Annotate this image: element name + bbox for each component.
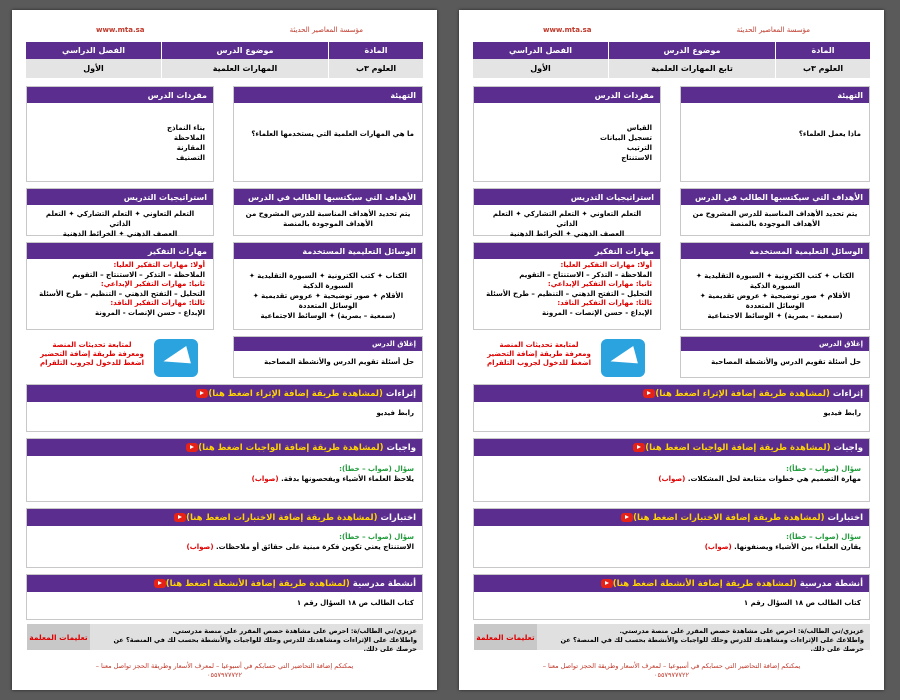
follow-line: لمتابعة تحديثات المنصة: [52, 341, 132, 349]
media-line: (سمعية – بصرية) ✦ الوسائط الاجتماعية: [260, 312, 396, 320]
intro-box: [680, 86, 870, 182]
school-activities-box: [473, 574, 870, 620]
follow-line: اضغط للدخول لجروب التلقرام: [486, 359, 592, 367]
teacher-instructions: [473, 624, 870, 653]
closing-box: [680, 336, 870, 378]
vocab-item: الملاحظة: [173, 134, 205, 142]
telegram-icon[interactable]: [154, 339, 198, 377]
strategies-line: التعلم التعاوني ✦ التعلم التشاركي ✦ التعلم الذاتي: [492, 210, 642, 228]
media-box: [233, 242, 423, 330]
vocab-title: مفردات الدرس: [27, 87, 213, 103]
subject-header: المادة: [776, 42, 870, 59]
school-text: كتاب الطالب ص ١٨ السؤال رقم ١: [296, 599, 414, 607]
subject-header: المادة: [329, 42, 423, 59]
media-line: (سمعية – بصرية) ✦ الوسائط الاجتماعية: [707, 312, 843, 320]
media-title: الوسائل التعليمية المستخدمة: [681, 243, 869, 259]
follow-line: ومعرفة طريقة إضافة التحضير: [487, 350, 591, 358]
media-box: [680, 242, 870, 330]
homework-box: [473, 438, 870, 502]
instructions-line: واطلاعك على الإثراءات ومشاهدتك للدرس وحلك للواجبات والأنشطة بحسب لك في المنصة؟ عن حرصك على ذلك.: [113, 636, 417, 653]
site-url[interactable]: www.mta.sa: [96, 26, 145, 34]
telegram-follow-text[interactable]: [32, 341, 152, 368]
closing-box: [233, 336, 423, 378]
youtube-icon[interactable]: [174, 513, 186, 522]
thinking-box: [26, 242, 214, 330]
youtube-icon[interactable]: [633, 443, 645, 452]
vocab-box: [26, 86, 214, 182]
topic-header: موضوع الدرس: [162, 42, 328, 59]
homework-answer: (صواب): [658, 475, 686, 483]
telegram-icon[interactable]: [601, 339, 645, 377]
tests-question: يقارن العلماء بين الأشياء ويصنفونها.: [734, 543, 861, 551]
goals-box: [233, 188, 423, 236]
media-title: الوسائل التعليمية المستخدمة: [234, 243, 422, 259]
homework-title: واجبات: [386, 442, 416, 453]
closing-text: حل أسئلة تقويم الدرس والأنشطة المصاحبة: [264, 358, 414, 366]
tests-question-label: سؤال (صواب – خطأ):: [339, 533, 414, 541]
thinking-text: التحليل – التفتح الذهني – التنظيم – طرح الأسئلة: [39, 289, 205, 298]
homework-title: واجبات: [833, 442, 863, 453]
page-header: [26, 24, 423, 36]
school-link[interactable]: (لمشاهدة طريقة إضافة الأنشطة اضغط هنا): [165, 578, 350, 589]
closing-title: إغلاق الدرس: [681, 337, 869, 351]
footer-line: يمكنكم إضافة التحاضير التي حسابكم في أسبوعيا – لمعرف الأسعار وطريقة الحجز تواصل معنا –: [95, 662, 354, 670]
site-url[interactable]: www.mta.sa: [543, 26, 592, 34]
lesson-page-2: [12, 10, 437, 690]
enrich-title: إثراءات: [832, 388, 863, 399]
homework-question: يلاحظ العلماء الأشياء ويفحصونها بدقة.: [281, 475, 414, 483]
thinking-heading: أولا: مهارات التفكير العليا:: [560, 261, 652, 269]
enrich-text: رابط فيديو: [376, 409, 414, 417]
media-line: الكتاب ✦ كتب الكترونية ✦ السبورة التقليدية ✦ السبورة الذكية: [248, 272, 408, 290]
thinking-text: الملاحظة – التذكر – الاستنتاج – التقويم: [72, 270, 205, 279]
homework-answer: (صواب): [251, 475, 279, 483]
lesson-info-table: [473, 42, 870, 78]
thinking-heading: ثانيا: مهارات التفكير الإبداعي:: [100, 280, 205, 288]
thinking-text: الإبداع - حسن الإنصات - المرونة: [94, 308, 205, 317]
school-link[interactable]: (لمشاهدة طريقة إضافة الأنشطة اضغط هنا): [612, 578, 797, 589]
footer-phone: ٠٥٥٧٩٧٧٧٢٢: [207, 671, 242, 679]
enrich-link[interactable]: (لمشاهدة طريقة إضافة الإثراء اضغط هنا): [208, 388, 383, 399]
follow-line: اضغط للدخول لجروب التلقرام: [39, 359, 145, 367]
topic-value: تابع المهارات العلمية: [609, 59, 775, 78]
vocab-box: [473, 86, 661, 182]
media-line: الأقلام ✦ صور توضيحية ✦ عروض تقديمية ✦ الوسائل المتعددة: [252, 292, 404, 310]
intro-box: [233, 86, 423, 182]
thinking-title: مهارات التفكير: [27, 243, 213, 259]
youtube-icon[interactable]: [154, 579, 166, 588]
thinking-title: مهارات التفكير: [474, 243, 660, 259]
tests-link[interactable]: (لمشاهدة طريقة إضافة الاختبارات اضغط هنا): [186, 512, 378, 523]
vocab-item: تسجيل البيانات: [599, 134, 652, 142]
topic-value: المهارات العلمية: [162, 59, 328, 78]
page-footer: [473, 662, 870, 680]
vocab-item: التصنيف: [176, 154, 205, 162]
thinking-text: التحليل – التفتح الذهني – التنظيم – طرح الأسئلة: [486, 289, 652, 298]
youtube-icon[interactable]: [186, 443, 198, 452]
telegram-follow-text[interactable]: [479, 341, 599, 368]
subject-value: العلوم ٣ب: [776, 59, 870, 78]
tests-answer: (صواب): [704, 543, 732, 551]
goals-title: الأهداف التي سيكتسبها الطالب في الدرس: [234, 189, 422, 205]
follow-line: ومعرفة طريقة إضافة التحضير: [40, 350, 144, 358]
vocab-item: بناء النماذج: [167, 124, 205, 132]
vocab-item: الاستنتاج: [621, 154, 652, 162]
instructions-label: تعليمات المعلمة: [26, 624, 90, 650]
vocab-title: مفردات الدرس: [474, 87, 660, 103]
strategies-line: العصف الذهني ✦ الخرائط الذهنية: [509, 230, 625, 238]
goals-text: يتم تحديد الأهداف المناسبة للدرس المشروح من الأهداف الموجودة بالمنصة: [245, 210, 411, 228]
tests-title: اختبارات: [380, 512, 416, 523]
intro-text: ماذا يعمل العلماء؟: [798, 130, 861, 138]
tests-box: [473, 508, 870, 568]
strategies-title: استراتيجيات التدريس: [27, 189, 213, 205]
school-text: كتاب الطالب ص ١٨ السؤال رقم ١: [743, 599, 861, 607]
enrich-box: [473, 384, 870, 432]
youtube-icon[interactable]: [601, 579, 613, 588]
semester-header: الفصل الدراسي: [26, 42, 161, 59]
thinking-text: الإبداع - حسن الإنصات - المرونة: [541, 308, 652, 317]
thinking-heading: ثالثا: مهارات التفكير الناقد:: [557, 299, 652, 307]
intro-text: ما هي المهارات العلمية التي يستخدمها العلماء؟: [251, 130, 414, 138]
tests-question-label: سؤال (صواب – خطأ):: [786, 533, 861, 541]
teacher-instructions: [26, 624, 423, 653]
enrich-link[interactable]: (لمشاهدة طريقة إضافة الإثراء اضغط هنا): [655, 388, 830, 399]
thinking-heading: ثانيا: مهارات التفكير الإبداعي:: [547, 280, 652, 288]
goals-text: يتم تحديد الأهداف المناسبة للدرس المشروح من الأهداف الموجودة بالمنصة: [692, 210, 858, 228]
homework-link[interactable]: (لمشاهدة طريقة إضافة الواجبات اضغط هنا): [645, 442, 831, 453]
page-header: [473, 24, 870, 36]
homework-box: [26, 438, 423, 502]
youtube-icon[interactable]: [621, 513, 633, 522]
instructions-line: عزيزي/تي الطالب/ة: احرص على مشاهدة حصص المقرر على منصة مدرستي.: [172, 627, 417, 635]
homework-question-label: سؤال (صواب – خطأ):: [786, 465, 861, 473]
school-title: أنشطة مدرسية: [352, 578, 416, 589]
enrich-title: إثراءات: [385, 388, 416, 399]
thinking-text: الملاحظة – التذكر – الاستنتاج – التقويم: [519, 270, 652, 279]
tests-answer: (صواب): [186, 543, 214, 551]
enrich-box: [26, 384, 423, 432]
school-title: أنشطة مدرسية: [799, 578, 863, 589]
media-line: الكتاب ✦ كتب الكترونية ✦ السبورة التقليدية ✦ السبورة الذكية: [695, 272, 855, 290]
homework-link[interactable]: (لمشاهدة طريقة إضافة الواجبات اضغط هنا): [198, 442, 384, 453]
homework-question-label: سؤال (صواب – خطأ):: [339, 465, 414, 473]
follow-line: لمتابعة تحديثات المنصة: [499, 341, 579, 349]
semester-header: الفصل الدراسي: [473, 42, 608, 59]
tests-title: اختبارات: [827, 512, 863, 523]
school-activities-box: [26, 574, 423, 620]
strategies-title: استراتيجيات التدريس: [474, 189, 660, 205]
thinking-heading: أولا: مهارات التفكير العليا:: [113, 261, 205, 269]
semester-value: الأول: [473, 59, 608, 78]
thinking-heading: ثالثا: مهارات التفكير الناقد:: [110, 299, 205, 307]
footer-phone: ٠٥٥٧٩٧٧٧٢٢: [654, 671, 689, 679]
footer-line: يمكنكم إضافة التحاضير التي حسابكم في أسبوعيا – لمعرف الأسعار وطريقة الحجز تواصل معنا –: [542, 662, 801, 670]
instructions-line: عزيزي/تي الطالب/ة: احرص على مشاهدة حصص المقرر على منصة مدرستي.: [619, 627, 864, 635]
lesson-page-1: [459, 10, 884, 690]
vocab-item: الترتيب: [626, 144, 652, 152]
intro-title: التهيئة: [681, 87, 869, 103]
strategies-box: [26, 188, 214, 236]
enrich-text: رابط فيديو: [823, 409, 861, 417]
tests-link[interactable]: (لمشاهدة طريقة إضافة الاختبارات اضغط هنا): [633, 512, 825, 523]
youtube-icon[interactable]: [643, 389, 655, 398]
goals-box: [680, 188, 870, 236]
youtube-icon[interactable]: [196, 389, 208, 398]
closing-text: حل أسئلة تقويم الدرس والأنشطة المصاحبة: [711, 358, 861, 366]
vocab-item: المقارنة: [176, 144, 205, 152]
org-name: مؤسسة المعاصير الحديثة: [736, 26, 810, 34]
homework-question: مهارة التصميم هي خطوات متتابعة لحل المشكلات.: [687, 475, 861, 483]
strategies-line: التعلم التعاوني ✦ التعلم التشاركي ✦ التعلم الذاتي: [45, 210, 195, 228]
intro-title: التهيئة: [234, 87, 422, 103]
lesson-info-table: [26, 42, 423, 78]
page-footer: [26, 662, 423, 680]
goals-title: الأهداف التي سيكتسبها الطالب في الدرس: [681, 189, 869, 205]
vocab-item: القياس: [626, 124, 652, 132]
instructions-label: تعليمات المعلمة: [473, 624, 537, 650]
media-line: الأقلام ✦ صور توضيحية ✦ عروض تقديمية ✦ الوسائل المتعددة: [699, 292, 851, 310]
org-name: مؤسسة المعاصير الحديثة: [289, 26, 363, 34]
thinking-box: [473, 242, 661, 330]
topic-header: موضوع الدرس: [609, 42, 775, 59]
closing-title: إغلاق الدرس: [234, 337, 422, 351]
semester-value: الأول: [26, 59, 161, 78]
tests-box: [26, 508, 423, 568]
strategies-box: [473, 188, 661, 236]
subject-value: العلوم ٣ب: [329, 59, 423, 78]
tests-question: الاستنتاج يعني تكوين فكرة مبنية على حقائق أو ملاحظات.: [215, 543, 414, 551]
instructions-line: واطلاعك على الإثراءات ومشاهدتك للدرس وحلك للواجبات والأنشطة بحسب لك في المنصة؟ عن حرصك على ذلك.: [560, 636, 864, 653]
strategies-line: العصف الذهني ✦ الخرائط الذهنية: [62, 230, 178, 238]
